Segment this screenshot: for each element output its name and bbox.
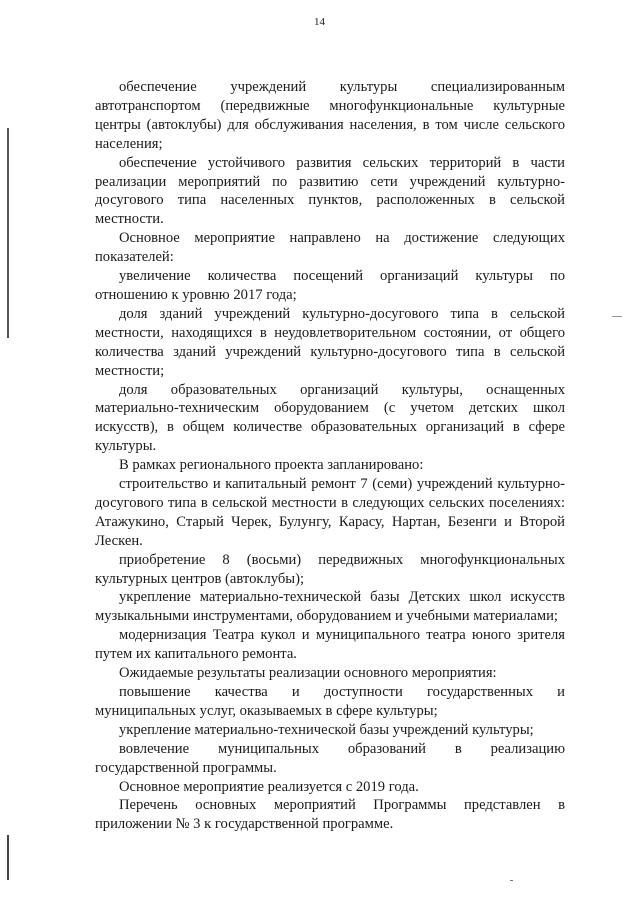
paragraph: Основное мероприятие направлено на достижение следующих показателей: xyxy=(95,230,565,266)
paragraph: приобретение 8 (восьми) передвижных многофункциональных культурных центров (автоклубы); xyxy=(95,551,565,587)
paragraph: увеличение количества посещений организаций культуры по отношению к уровню 2017 года; xyxy=(95,268,565,303)
document-body xyxy=(95,78,565,834)
scan-edge-mark xyxy=(7,128,9,338)
paragraph: повышение качества и доступности государственных и муниципальных услуг, оказываемых в сфере культуры; xyxy=(95,684,565,719)
scan-artifact xyxy=(612,316,622,317)
paragraph: доля образовательных организаций культуры, оснащенных материально-техническим оборудованием (с учетом детских школ искусств), в общем количестве образовательных организаций в сфере культуры. xyxy=(95,381,565,455)
paragraph: укрепление материально-технической базы Детских школ искусств музыкальными инструментами, оборудованием и учебными материалами; xyxy=(95,589,565,625)
page-number: 14 xyxy=(314,16,325,28)
paragraph: обеспечение учреждений культуры специализированным автотранспортом (передвижные многофункциональные культурные центры (автоклубы) для обслуживания населения, в том числе сельского населения; xyxy=(95,79,565,152)
paragraph: вовлечение муниципальных образований в реализацию государственной программы. xyxy=(95,740,565,776)
scan-edge-mark xyxy=(7,835,9,880)
paragraph: Ожидаемые результаты реализации основного мероприятия: xyxy=(119,665,497,682)
paragraph: строительство и капитальный ремонт 7 (семи) учреждений культурно-досугового типа в сельской местности в следующих сельских поселениях: Атажукино, Старый Черек, Булунгу, Карасу, Нартан, Безенги и Второй Лескен. xyxy=(95,476,565,549)
scan-artifact xyxy=(510,880,513,881)
paragraph: Основное мероприятие реализуется с 2019 года. xyxy=(119,778,419,795)
paragraph: В рамках регионального проекта запланировано: xyxy=(119,457,424,474)
paragraph: Перечень основных мероприятий Программы представлен в приложении № 3 к государственной программе. xyxy=(95,797,565,833)
paragraph: модернизация Театра кукол и муниципального театра юного зрителя путем их капитального ремонта. xyxy=(95,627,565,663)
paragraph: укрепление материально-технической базы учреждений культуры; xyxy=(119,721,534,738)
paragraph: доля зданий учреждений культурно-досугового типа в сельской местности, находящихся в неудовлетворительном состоянии, от общего количества зданий учреждений культурно-досугового типа в сельской местности; xyxy=(95,305,565,379)
paragraph: обеспечение устойчивого развития сельских территорий в части реализации мероприятий по развитию сети учреждений культурно-досугового типа населенных пунктов, расположенных в сельской местности. xyxy=(95,154,565,228)
